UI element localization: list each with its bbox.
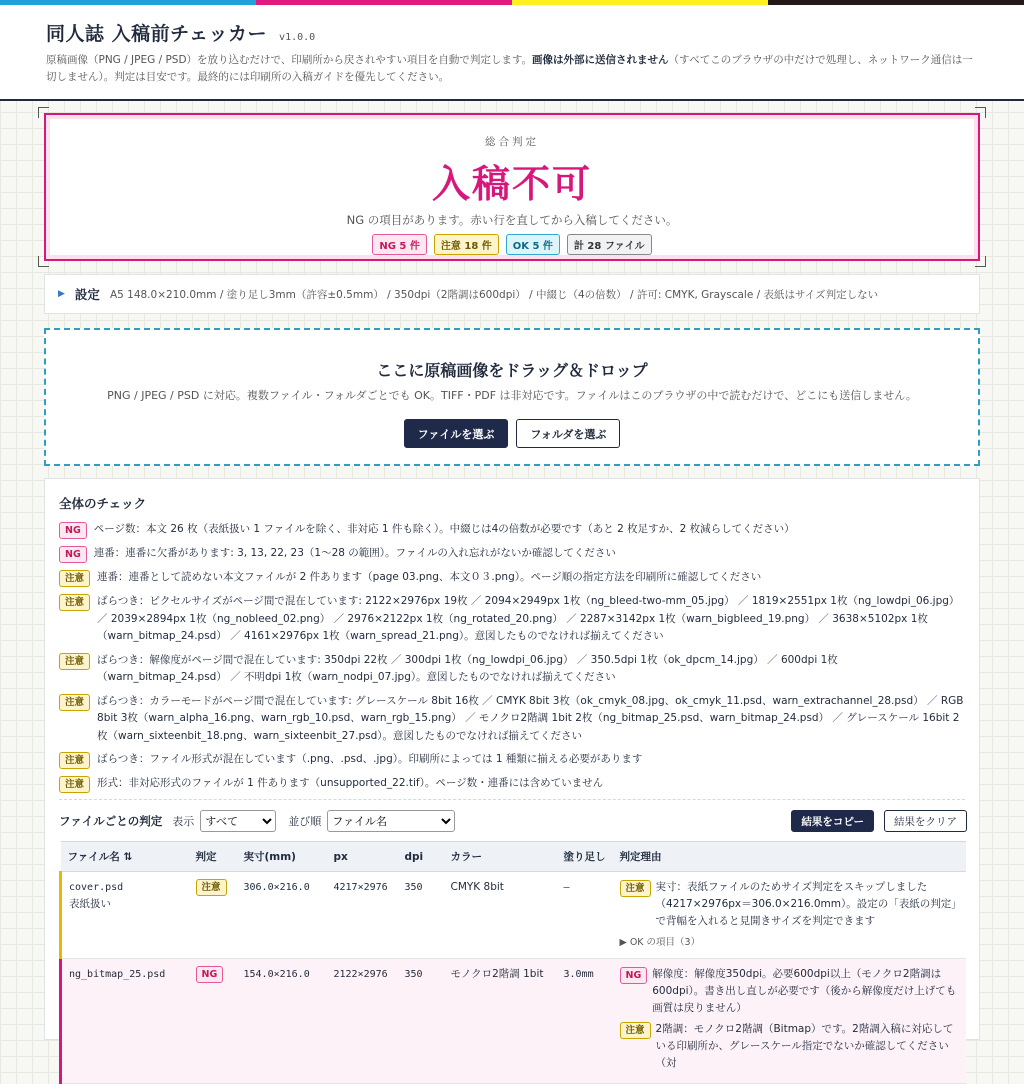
warn-badge: 注意 — [59, 776, 90, 793]
copy-results-button[interactable]: 結果をコピー — [791, 810, 874, 832]
check-text: 連番：連番に欠番があります: 3, 13, 22, 23（1〜28 の範囲）。ファイルの入れ忘れがないか確認してください — [93, 547, 616, 559]
check-text: 連番：連番として読めない本文ファイルが 2 件あります（page 03.png、本文０３.png）。ページ順の指定方法を印刷所に確認してください — [97, 571, 762, 583]
reason-text: 実寸：表紙ファイルのためサイズ判定をスキップしました（4217×2976px＝306.0×216.0mm）。設定の「表紙の判定」で背幅を入れると見開きサイズを判定できます — [655, 881, 957, 927]
px-cell: 4217×2976 — [327, 872, 398, 959]
table-row[interactable] — [61, 959, 967, 1084]
yellow-stripe — [512, 0, 768, 5]
warn-count-badge: 注意 18 件 — [434, 234, 499, 255]
triangle-right-icon: ▶ — [58, 289, 65, 299]
file-name-cell — [61, 959, 189, 1084]
px-cell: 2122×2976 — [327, 959, 398, 1084]
verdict-result: 入稿不可 — [431, 162, 592, 206]
warn-badge: 注意 — [59, 594, 90, 611]
ok-count-badge: OK 5 件 — [506, 234, 560, 255]
dropzone-title: ここに原稿画像をドラッグ＆ドロップ — [376, 361, 648, 380]
ng-badge: NG — [196, 966, 224, 983]
file-results-toolbar — [59, 809, 967, 833]
cmyk-color-bar — [0, 0, 1024, 5]
choose-folder-button[interactable]: フォルダを選ぶ — [516, 419, 620, 448]
settings-summary: A5 148.0×210.0mm / 塗り足し3mm（許容±0.5mm） / 350dpi（2階調は600dpi） / 中綴じ（4の倍数） / 許可: CMYK, Grayscale / 表紙はサイズ判定しない — [109, 288, 879, 301]
app-version: v1.0.0 — [279, 32, 316, 43]
settings-toggle[interactable] — [44, 274, 980, 314]
warn-badge: 注意 — [59, 694, 90, 711]
dpi-cell: 350 — [398, 959, 444, 1084]
results-panel — [44, 478, 980, 1069]
reason-item — [620, 1021, 960, 1072]
file-results-title: ファイルごとの判定 — [59, 814, 163, 828]
column-header-color: カラー — [444, 842, 557, 872]
bleed-cell: 3.0mm — [557, 959, 613, 1084]
reason-cell — [613, 872, 967, 959]
reason-item — [620, 966, 960, 1017]
warn-badge: 注意 — [59, 752, 90, 769]
settings-label: 設定 — [74, 287, 100, 302]
column-header-size: 実寸(mm) — [237, 842, 327, 872]
check-text: 形式：非対応形式のファイルが 1 件あります（unsupported_22.tif）。ページ数・連番には含めていません — [97, 777, 604, 789]
verdict-message: NG の項目があります。赤い行を直してから入稿してください。 — [346, 213, 678, 227]
clear-results-button[interactable]: 結果をクリア — [884, 810, 967, 832]
intro-part2: （すべてこのブラウザの中だけで処理し、ネットワーク通信は一切しません）。判定は目安です。最終的には印刷所の入稿ガイドを優先してください。 — [46, 54, 973, 83]
list-item — [59, 569, 965, 587]
sort-label: 並び順 — [288, 815, 322, 828]
column-header-verdict: 判定 — [189, 842, 237, 872]
list-item — [59, 751, 965, 769]
file-dropzone[interactable] — [44, 328, 980, 466]
list-item — [59, 693, 965, 746]
ng-count-badge: NG 5 件 — [372, 234, 427, 255]
intro-part1: 原稿画像（PNG / JPEG / PSD）を放り込むだけで、印刷所から戻されやすい項目を自動で判定します。 — [46, 54, 532, 66]
warn-badge: 注意 — [59, 570, 90, 587]
bleed-cell: – — [557, 872, 613, 959]
divider — [59, 799, 965, 800]
reason-item — [620, 879, 960, 930]
app-title-row — [46, 19, 978, 46]
intro-text — [46, 52, 978, 86]
global-checks-title: 全体のチェック — [59, 496, 147, 511]
total-count-badge: 計 28 ファイル — [567, 234, 652, 255]
list-item — [59, 593, 965, 646]
list-item — [59, 545, 965, 563]
dpi-cell: 350 — [398, 872, 444, 959]
list-item — [59, 652, 965, 687]
column-header-name-sortable[interactable]: ファイル名 ⇅ — [61, 842, 189, 872]
warn-badge: 注意 — [620, 1022, 651, 1039]
ok-items-toggle[interactable]: ▶ OK の項目（3） — [619, 937, 701, 948]
app-header — [0, 5, 1024, 101]
warn-badge: 注意 — [620, 880, 651, 897]
check-text: ばらつき：解像度がページ間で混在しています: 350dpi 22枚 ／ 300dpi 1枚（ng_lowdpi_06.jpg） ／ 350.5dpi 1枚（ok_dpcm_14.jpg） ／ 600dpi 1枚（warn_bitmap_24.psd） ／ 不明dpi 1枚（warn_nodpi_07.jpg）。意図したものでなければ揃えてください — [97, 653, 838, 683]
table-header-row — [61, 842, 967, 872]
list-item — [59, 521, 965, 539]
global-checks-list — [59, 521, 965, 793]
overall-verdict-panel — [44, 113, 980, 261]
file-name: ng_bitmap_25.psd — [69, 969, 166, 980]
reason-cell — [613, 959, 967, 1084]
column-header-px: px — [327, 842, 398, 872]
check-text: ばらつき：ファイル形式が混在しています（.png、.psd、.jpg）。印刷所によっては 1 種類に揃える必要があります — [97, 753, 643, 765]
warn-badge: 注意 — [196, 879, 227, 896]
check-text: ばらつき：ピクセルサイズがページ間で混在しています: 2122×2976px 19枚 ／ 2094×2949px 1枚（ng_bleed-two-mm_05.jpg） ／ 1819×2551px 1枚（ng_lowdpi_06.jpg） ／ 2039×2894px 1枚（ng_nobleed_02.png） ／ 2976×2122px 1枚（ng_rotated_20.png） ／ 2287×3142px 1枚（warn_bigbleed_19.png） ／ 3638×5102px 1枚（warn_bitmap_24.psd） ／ 4161×2976px 1枚（warn_spread_21.png）。意図したものでなければ揃えてください — [97, 595, 960, 642]
verdict-card — [44, 113, 980, 261]
check-text: ページ数：本文 26 枚（表紙扱い 1 ファイルを除く、非対応 1 件も除く）。中綴じは4の倍数が必要です（あと 2 枚足すか、2 枚減らしてください） — [93, 523, 795, 535]
table-row[interactable] — [61, 872, 967, 959]
reason-text: 解像度：解像度350dpi。必要600dpi以上（モノクロ2階調は600dpi）。書き出し直しが必要です（後から解像度だけ上げても画質は戻りません） — [652, 968, 957, 1014]
sort-select[interactable] — [327, 810, 455, 832]
color-cell: CMYK 8bit — [444, 872, 557, 959]
verdict-cell — [189, 872, 237, 959]
dropzone-description: PNG / JPEG / PSD に対応。複数ファイル・フォルダごとでも OK。TIFF・PDF は非対応です。ファイルはこのブラウザの中で読むだけで、どこにも送信しません。 — [107, 389, 917, 402]
file-name-cell — [61, 872, 189, 959]
black-stripe — [768, 0, 1024, 5]
column-header-bleed: 塗り足し — [557, 842, 613, 872]
color-cell: モノクロ2階調 1bit — [444, 959, 557, 1084]
cyan-stripe — [0, 0, 256, 5]
verdict-cell — [189, 959, 237, 1084]
ng-badge: NG — [620, 967, 648, 984]
check-text: ばらつき：カラーモードがページ間で混在しています: グレースケール 8bit 16枚 ／ CMYK 8bit 3枚（ok_cmyk_08.jpg、ok_cmyk_11.psd、warn_extrachannel_28.psd） ／ RGB 8bit 3枚（warn_alpha_16.png、warn_rgb_10.psd、warn_rgb_15.png） ／ モノクロ2階調 1bit 2枚（ng_bitmap_25.psd、warn_bitmap_24.psd） ／ グレースケール 16bit 2枚（warn_sixteenbit_18.png、warn_sixteenbit_27.psd）。意図したものでなければ揃えてください — [97, 694, 964, 742]
verdict-label: 総合判定 — [485, 136, 539, 148]
file-name: cover.psd — [69, 882, 124, 893]
file-results-table — [59, 841, 966, 1084]
dropzone-buttons — [46, 419, 978, 448]
app-title: 同人誌 入稿前チェッカー — [46, 23, 268, 45]
intro-privacy-note: 画像は外部に送信されません — [531, 54, 669, 66]
reason-text: 2階調：モノクロ2階調（Bitmap）です。2階調入稿に対応している印刷所か、グレースケール指定でないか確認してください（対 — [655, 1023, 954, 1069]
filter-select[interactable] — [200, 810, 276, 832]
size-cell: 154.0×216.0 — [237, 959, 327, 1084]
warn-badge: 注意 — [59, 653, 90, 670]
verdict-counts — [46, 234, 978, 255]
file-subnote: 表紙扱い — [69, 898, 111, 910]
choose-files-button[interactable]: ファイルを選ぶ — [404, 419, 509, 448]
ng-badge: NG — [59, 522, 87, 539]
filter-label: 表示 — [172, 815, 195, 828]
size-cell: 306.0×216.0 — [237, 872, 327, 959]
column-header-dpi: dpi — [398, 842, 444, 872]
ng-badge: NG — [59, 546, 87, 563]
list-item — [59, 775, 965, 793]
magenta-stripe — [256, 0, 512, 5]
column-header-reason: 判定理由 — [613, 842, 967, 872]
